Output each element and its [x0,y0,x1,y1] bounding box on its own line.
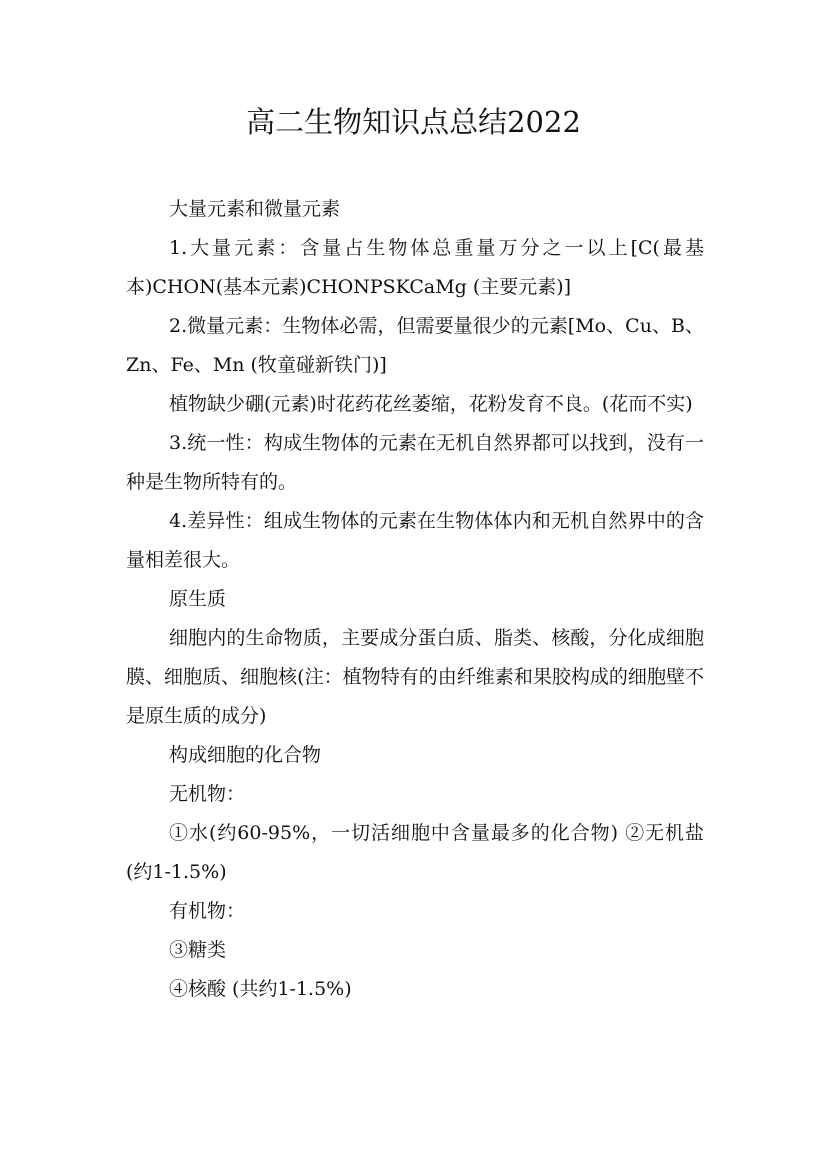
paragraph-heading-protoplasm: 原生质 [169,588,227,610]
paragraph-boron-deficiency: 植物缺少硼(元素)时花药花丝萎缩，花粉发育不良。(花而不实) [169,393,693,415]
paragraph-heading-elements: 大量元素和微量元素 [169,198,341,220]
paragraph-difference: 4.差异性：组成生物体的元素在生物体体内和无机自然界中的含量相差很大。 [126,510,704,571]
paragraph-unity: 3.统一性：构成生物体的元素在无机自然界都可以找到，没有一种是生物所特有的。 [126,432,704,493]
paragraph-inorganic-label: 无机物： [169,783,246,805]
paragraph-protoplasm: 细胞内的生命物质，主要成分蛋白质、脂类、核酸，分化成细胞膜、细胞质、细胞核(注：植物特有的由纤维素和果胶构成的细胞壁不是原生质的成分) [126,627,704,727]
paragraph-micro-elements: 2.微量元素：生物体必需，但需要量很少的元素[Mo、Cu、B、Zn、Fe、Mn (牧童碰新铁门)] [126,315,704,376]
paragraph-organic-label: 有机物： [169,900,246,922]
document-body [126,190,704,1009]
paragraph-heading-compounds: 构成细胞的化合物 [169,744,322,766]
document-title: 高二生物知识点总结2022 [246,105,581,139]
paragraph-water-salts: ①水(约60-95%，一切活细胞中含量最多的化合物) ②无机盐(约1-1.5%) [126,822,704,883]
paragraph-macro-elements: 1.大量元素：含量占生物体总重量万分之一以上[C(最基本)CHON(基本元素)CHONPSKCaMg (主要元素)] [126,237,704,298]
paragraph-sugars: ③糖类 [169,939,227,961]
paragraph-nucleic-acid: ④核酸 (共约1-1.5%) [169,978,352,1000]
